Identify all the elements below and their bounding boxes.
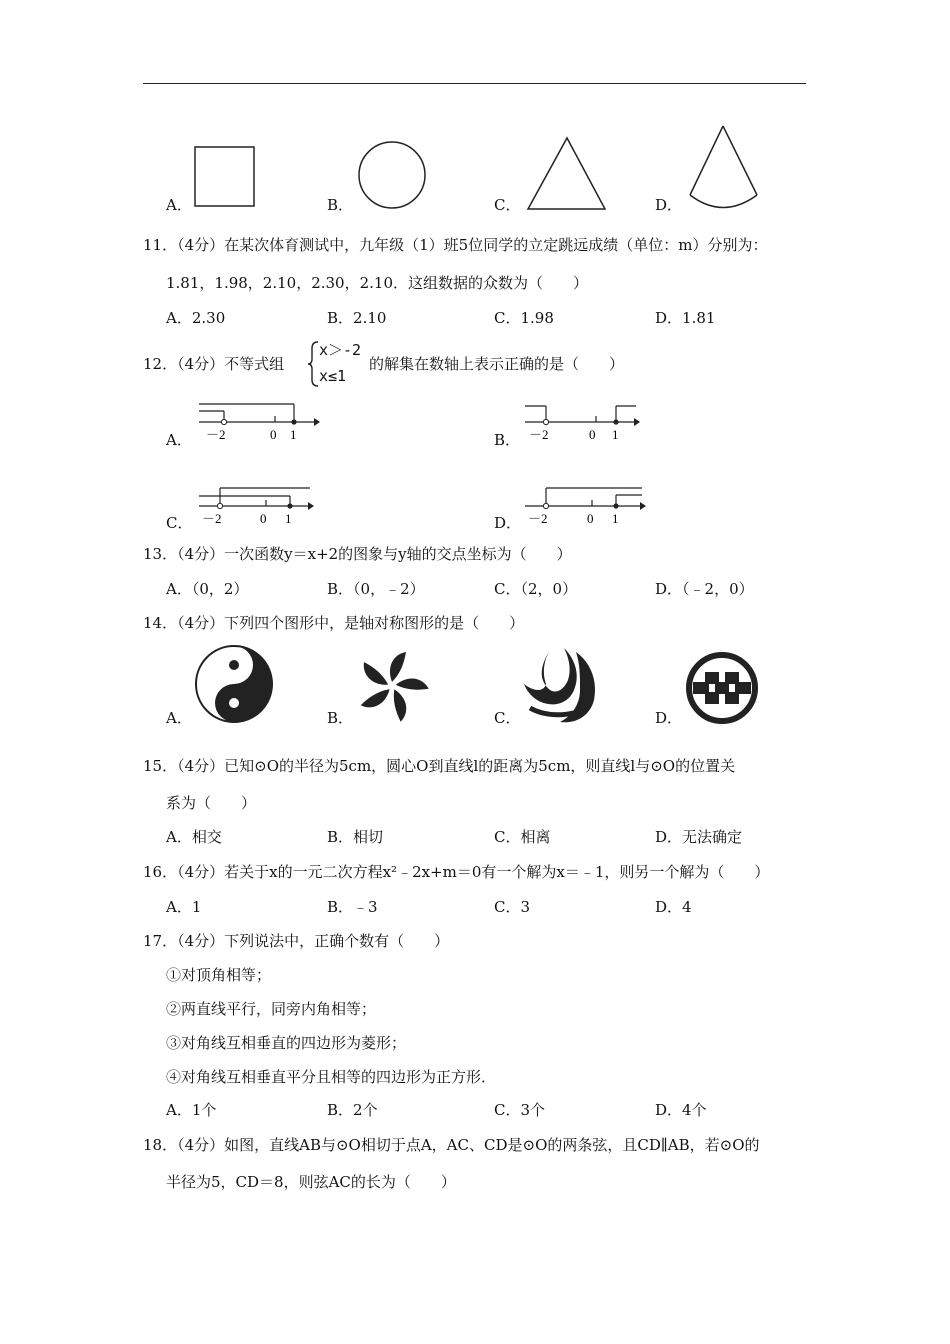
q12-numberline-c	[196, 482, 321, 530]
tick-label-0: 0	[587, 511, 594, 526]
q10-option-b[interactable]: B．	[327, 196, 354, 214]
q16-option-c[interactable]: C．3	[494, 898, 531, 916]
tick-label-neg2: －2	[202, 511, 222, 526]
q18-stem-line2: 半径为5，CD＝8，则弦AC的长为（ ）	[166, 1173, 456, 1191]
q13-option-c[interactable]: C．（2，0）	[494, 580, 578, 598]
q17-option-a[interactable]: A．1个	[166, 1101, 217, 1119]
tick-label-1: 1	[290, 427, 297, 442]
tick-label-0: 0	[589, 427, 596, 442]
q11-option-a[interactable]: A．2.30	[166, 309, 226, 327]
q10-option-c[interactable]: C．	[494, 196, 521, 214]
bank-logo-icon	[683, 650, 761, 726]
q17-statement-2: ②两直线平行，同旁内角相等；	[166, 1000, 377, 1018]
q13-option-b[interactable]: B．（0，﹣2）	[327, 580, 425, 598]
tick-label-0: 0	[260, 511, 267, 526]
q12-stem-suffix: 的解集在数轴上表示正确的是（ ）	[369, 355, 625, 373]
q11-stem-line1: 11．（4分）在某次体育测试中，九年级（1）班5位同学的立定跳远成绩（单位：m）分别为：	[143, 236, 768, 254]
tick-label-1: 1	[612, 427, 619, 442]
q12-numberline-d	[522, 482, 647, 530]
q17-stem: 17．（4分）下列说法中，正确个数有（ ）	[143, 932, 450, 950]
q14-option-c[interactable]: C．	[494, 709, 521, 727]
tick-label-neg2: －2	[206, 427, 226, 442]
q17-statement-4: ④对角线互相垂直平分且相等的四边形为正方形．	[166, 1068, 497, 1086]
q13-option-a[interactable]: A．（0，2）	[166, 580, 249, 598]
q17-statement-1: ①对顶角相等；	[166, 966, 272, 984]
q11-option-c[interactable]: C．1.98	[494, 309, 554, 327]
tick-label-1: 1	[285, 511, 292, 526]
q18-stem-line1: 18．（4分）如图，直线AB与⊙O相切于点A，AC、CD是⊙O的两条弦，且CD∥AB，若⊙O的	[143, 1136, 760, 1154]
q12-inequality-2: x≤1	[319, 367, 347, 385]
q16-option-b[interactable]: B．﹣3	[327, 898, 378, 916]
swoosh-logo-icon	[520, 646, 602, 726]
q12-inequality-system	[307, 340, 369, 388]
q14-option-a[interactable]: A．	[166, 709, 192, 727]
q15-option-d[interactable]: D．无法确定	[655, 828, 743, 846]
q12-numberline-b	[522, 398, 647, 446]
q10-figure-triangle	[527, 137, 607, 211]
q17-option-d[interactable]: D．4个	[655, 1101, 707, 1119]
q15-option-b[interactable]: B．相切	[327, 828, 384, 846]
tick-label-neg2: －2	[528, 511, 548, 526]
q15-stem-line2: 系为（ ）	[166, 794, 257, 812]
q17-statement-3: ③对角线互相垂直的四边形为菱形；	[166, 1034, 407, 1052]
q17-option-c[interactable]: C．3个	[494, 1101, 546, 1119]
q10-figure-cone	[688, 125, 760, 211]
q14-option-b[interactable]: B．	[327, 709, 354, 727]
q12-option-b[interactable]: B．	[494, 431, 521, 449]
q12-numberline-a	[196, 398, 321, 446]
q11-option-b[interactable]: B．2.10	[327, 309, 387, 327]
q17-option-b[interactable]: B．2个	[327, 1101, 378, 1119]
q14-option-d[interactable]: D．	[655, 709, 683, 727]
q11-option-d[interactable]: D．1.81	[655, 309, 716, 327]
pinwheel-flower-icon	[354, 648, 430, 724]
q12-option-c[interactable]: C．	[166, 514, 193, 532]
q10-option-d[interactable]: D．	[655, 196, 683, 214]
q16-stem: 16．（4分）若关于x的一元二次方程x²﹣2x+m＝0有一个解为x＝﹣1，则另一个解为（ ）	[143, 863, 770, 881]
q12-option-a[interactable]: A．	[166, 431, 192, 449]
q12-stem-prefix: 12．（4分）不等式组	[143, 355, 285, 373]
q12-inequality-1: x＞-2	[319, 341, 362, 359]
tick-label-neg2: －2	[529, 427, 549, 442]
q14-stem: 14．（4分）下列四个图形中，是轴对称图形的是（ ）	[143, 614, 525, 632]
q11-stem-line2: 1.81，1.98，2.10，2.30，2.10．这组数据的众数为（ ）	[166, 274, 588, 292]
header-rule	[143, 83, 806, 84]
yin-yang-icon	[194, 644, 274, 724]
q16-option-d[interactable]: D．4	[655, 898, 692, 916]
q10-figure-square	[194, 146, 256, 208]
q10-option-a[interactable]: A．	[166, 196, 192, 214]
q16-option-a[interactable]: A．1	[166, 898, 202, 916]
q10-figure-circle	[357, 140, 429, 212]
tick-label-1: 1	[612, 511, 619, 526]
q15-option-a[interactable]: A．相交	[166, 828, 222, 846]
q13-option-d[interactable]: D．（﹣2，0）	[655, 580, 754, 598]
q15-stem-line1: 15．（4分）已知⊙O的半径为5cm，圆心O到直线l的距离为5cm，则直线l与⊙O的位置关	[143, 757, 736, 775]
q12-option-d[interactable]: D．	[494, 514, 522, 532]
q15-option-c[interactable]: C．相离	[494, 828, 551, 846]
q13-stem: 13．（4分）一次函数y＝x+2的图象与y轴的交点坐标为（ ）	[143, 545, 572, 563]
tick-label-0: 0	[270, 427, 277, 442]
